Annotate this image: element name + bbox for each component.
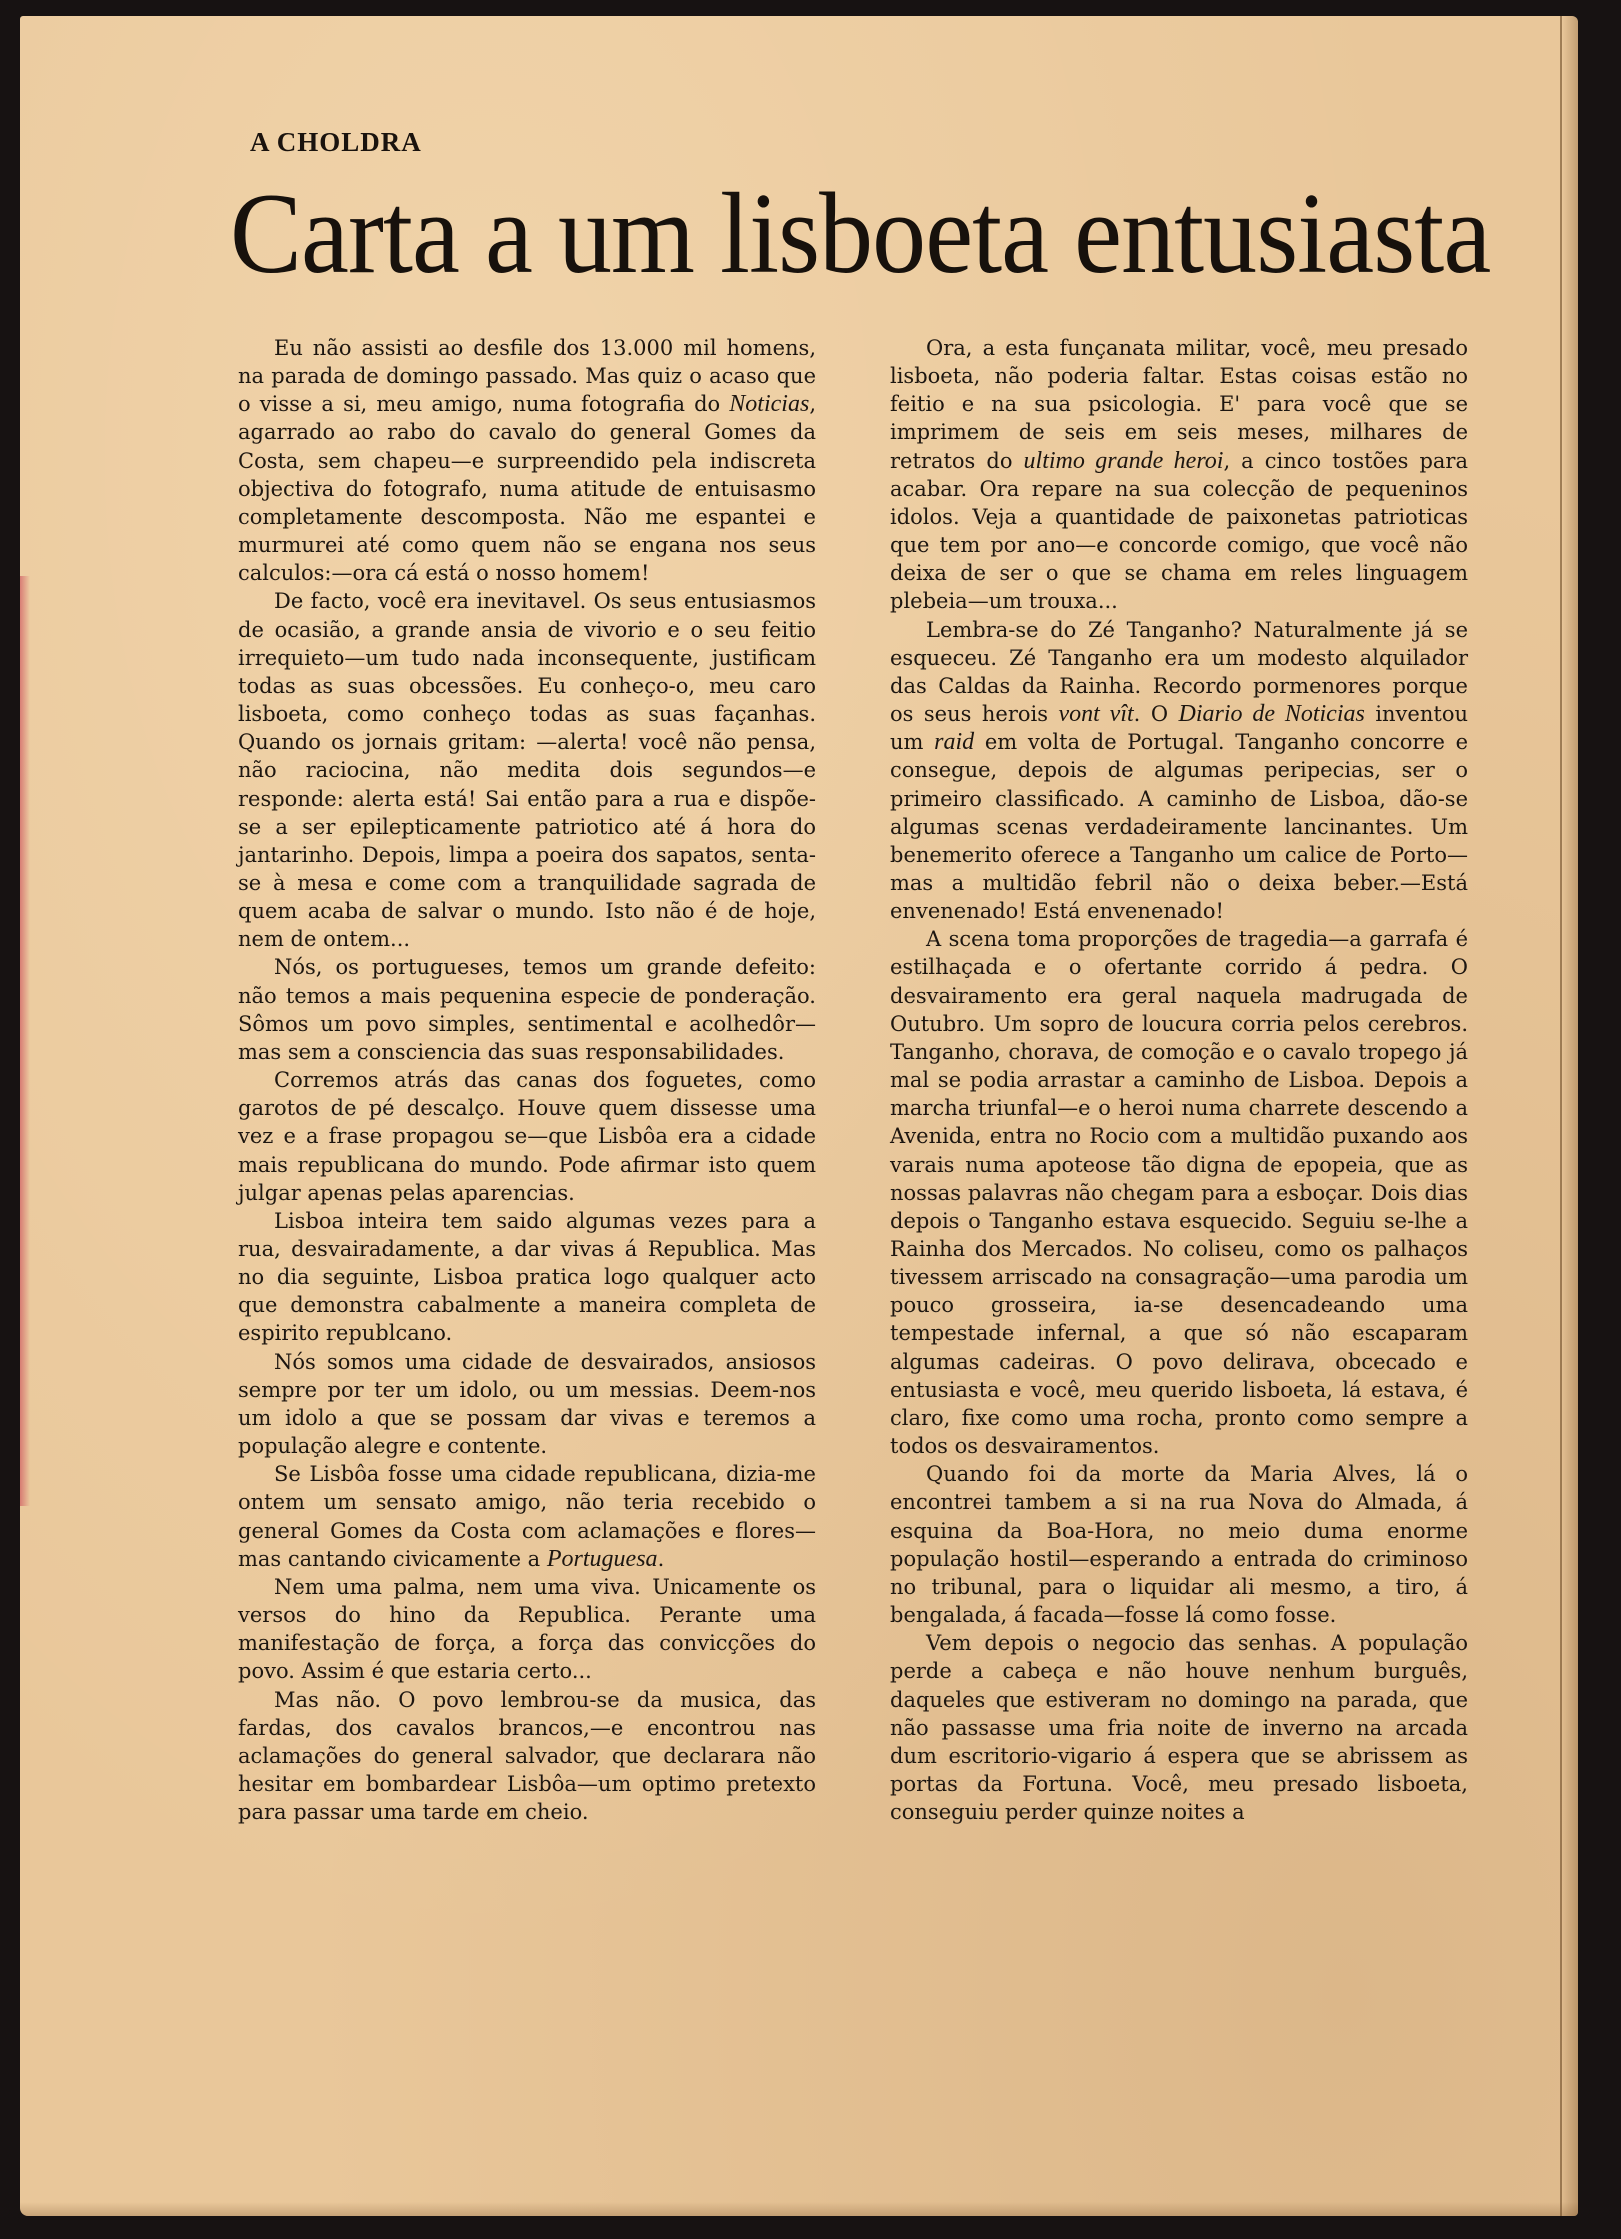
- paragraph: Se Lisbôa fosse uma cidade republicana, dizia-me ontem um sensato amigo, não teria recebido o general Gomes da Costa com aclamações e flores—mas cantando civicamente a Portuguesa.: [238, 1462, 816, 1572]
- paragraph: A scena toma proporções de tragedia—a garrafa é estilhaçada e o ofertante corrido á pedra. O desvairamento era geral naquela madrugada de Outubro. Um sopro de loucura corria pelos cerebros. Tanganho, chorava, de comoção e o cavalo tropego já mal se podia arrastar a caminho de Lisboa. Depois a marcha triunfal—e o heroi numa charrete descendo a Avenida, entra no Rocio com a multidão puxando aos varais numa apoteose tão digna de epopeia, que as nossas palavras não chegam para a esboçar. Dois dias depois o Tanganho estava esquecido. Seguiu se-lhe a Rainha dos Mercados. No coliseu, como os palhaços tivessem arriscado na consagração—uma parodia um pouco grosseira, ia-se desencadeando uma tempestade infernal, a que só não escaparam algumas cadeiras. O povo delirava, obcecado e entusiasta e você, meu querido lisboeta, lá estava, é claro, fixe como uma rocha, pronto como sempre a todos os desvairamentos.: [890, 927, 1468, 1459]
- paragraph: Nós, os portugueses, temos um grande defeito: não temos a mais pequenina especie de ponderação. Sômos um povo simples, sentimental e acolhedôr—mas sem a consciencia das suas responsabilidades.: [238, 955, 816, 1064]
- paragraph: Quando foi da morte da Maria Alves, lá o encontrei tambem a si na rua Nova do Almada, á esquina da Boa-Hora, no meio duma enorme população hostil—esperando a entrada do criminoso no tribunal, para o liquidar ali mesmo, a tiro, á bengalada, á facada—fosse lá como fosse.: [890, 1462, 1468, 1628]
- article-column-left: [238, 334, 816, 1826]
- paragraph: Lembra-se do Zé Tanganho? Naturalmente já se esqueceu. Zé Tanganho era um modesto alquilador das Caldas da Rainha. Recordo pormenores porque os seus herois vont vît. O Diario de Noticias inventou um raid em volta de Portugal. Tanganho concorre e consegue, depois de algumas peripecias, ser o primeiro classificado. A caminho de Lisboa, dão-se algumas scenas verdadeiramente lancinantes. Um benemerito oferece a Tanganho um calice de Porto—mas a multidão febril não o deixa beber.—Está envenenado! Está envenenado!: [890, 617, 1468, 924]
- paragraph: Nem uma palma, nem uma viva. Unicamente os versos do hino da Republica. Perante uma manifestação de força, a força das convicções do povo. Assim é que estaria certo...: [238, 1574, 816, 1684]
- page-right-edge: [1560, 16, 1578, 2216]
- article-headline: Carta a um lisboeta entusiasta: [230, 170, 1491, 298]
- paragraph: Vem depois o negocio das senhas. A população perde a cabeça e não houve nenhum burguês, daqueles que estiveram no domingo na parada, que não passasse uma fria noite de inverno na arcada dum escritorio-vigario á espera que se abrissem as portas da Fortuna. Você, meu presado lisboeta, conseguiu perder quinze noites a: [890, 1631, 1468, 1825]
- paragraph: Nós somos uma cidade de desvairados, ansiosos sempre por ter um idolo, ou um messias. Deem-nos um idolo a que se possam dar vivas e teremos a população alegre e contente.: [238, 1349, 816, 1459]
- paragraph: Eu não assisti ao desfile dos 13.000 mil homens, na parada de domingo passado. Mas quiz o acaso que o visse a si, meu amigo, numa fotografia do Noticias, agarrado ao rabo do cavalo do general Gomes da Costa, sem chapeu—e surpreendido pela indiscreta objectiva do fotografo, numa atitude de entuisasmo completamente descomposta. Não me espantei e murmurei até como quem não se engana nos seus calculos:—ora cá está o nosso homem!: [238, 336, 816, 586]
- paragraph: Mas não. O povo lembrou-se da musica, das fardas, dos cavalos brancos,—e encontrou nas aclamações do general salvador, que declarara não hesitar em bombardear Lisbôa—um optimo pretexto para passar uma tarde em cheio.: [238, 1687, 816, 1825]
- paragraph: De facto, você era inevitavel. Os seus entusiasmos de ocasião, a grande ansia de vivorio e o seu feitio irrequieto—um tudo nada inconsequente, justificam todas as suas obcessões. Eu conheço-o, meu caro lisboeta, como conheço todas as suas façanhas. Quando os jornais gritam: —alerta! você não pensa, não raciocina, não medita dois segundos—e responde: alerta está! Sai então para a rua e dispõe-se a ser epilepticamente patriotico até á hora do jantarinho. Depois, limpa a poeira dos sapatos, senta-se à mesa e come com a tranquilidade sagrada de quem acaba de salvar o mundo. Isto não é de hoje, nem de ontem...: [238, 589, 816, 952]
- paragraph: Corremos atrás das canas dos foguetes, como garotos de pé descalço. Houve quem dissesse uma vez e a frase propagou se—que Lisbôa era a cidade mais republicana do mundo. Pode afirmar isto quem julgar apenas pelas aparencias.: [238, 1068, 816, 1205]
- section-kicker: A CHOLDRA: [250, 127, 422, 157]
- paragraph: Lisboa inteira tem saido algumas vezes para a rua, desvairadamente, a dar vivas á Republica. Mas no dia seguinte, Lisboa pratica logo qualquer acto que demonstra cabalmente a maneira completa de espirito republcano.: [238, 1208, 816, 1346]
- paragraph: Ora, a esta funçanata militar, você, meu presado lisboeta, não poderia faltar. Estas coisas estão no feitio e na sua psicologia. E' para você que se imprimem de seis em seis meses, milhares de retratos do ultimo grande heroi, a cinco tostões para acabar. Ora repare na sua colecção de pequeninos idolos. Veja a quantidade de paixonetas patrioticas que tem por ano—e concorde comigo, que você não deixa de ser o que se chama em reles linguagem plebeia—um trouxa...: [890, 336, 1468, 614]
- newspaper-page: [20, 16, 1578, 2216]
- page-bottom-edge: [20, 2202, 1578, 2216]
- article-column-right: [890, 334, 1468, 1826]
- page-edge-stain: [20, 576, 30, 1506]
